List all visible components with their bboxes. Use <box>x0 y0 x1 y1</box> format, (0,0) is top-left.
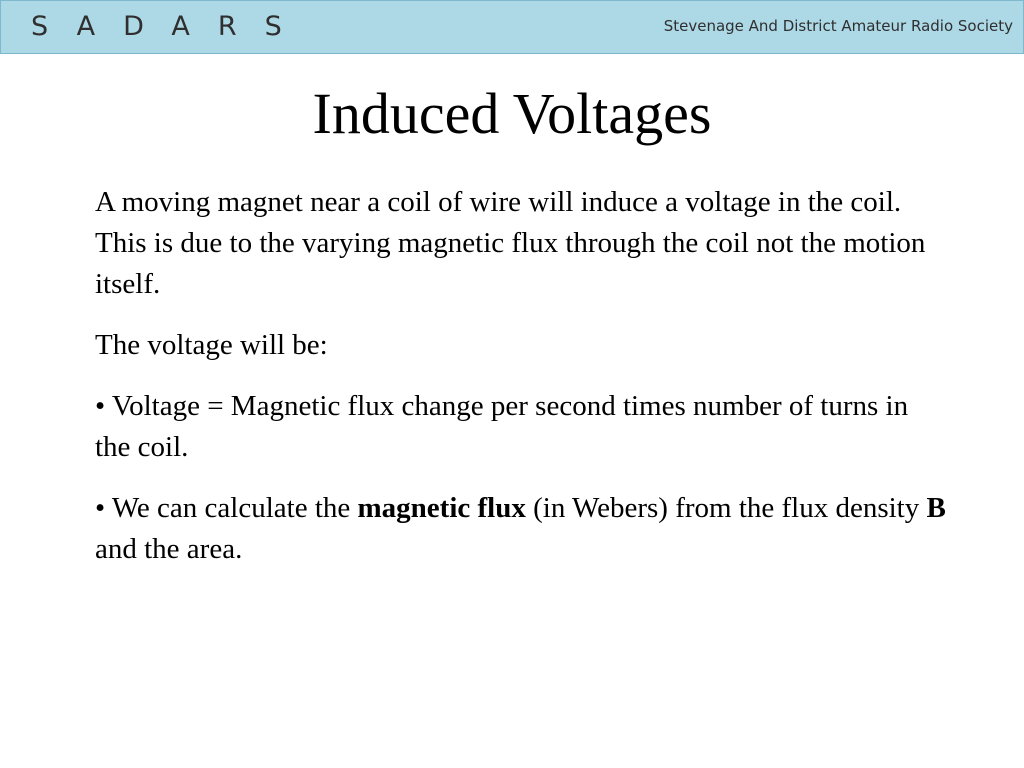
bullet-voltage-formula: • Voltage = Magnetic flux change per second times number of turns in the coil. <box>95 390 909 463</box>
header-bar <box>0 0 1024 54</box>
bullet2-post: and the area. <box>95 533 243 565</box>
slide-title: Induced Voltages <box>312 81 712 146</box>
brand-logo-text: SADARS <box>31 11 310 42</box>
paragraph-intro: A moving magnet near a coil of wire will induce a voltage in the coil. This is due to the varying magnetic flux through the coil not the motion itself. <box>95 186 926 300</box>
bold-magnetic-flux: magnetic flux <box>357 492 526 524</box>
bold-b: B <box>926 492 946 524</box>
paragraph-voltage-lead: The voltage will be: <box>95 329 328 361</box>
bullet2-mid: (in Webers) from the flux density <box>525 492 927 524</box>
slide-body <box>95 182 950 590</box>
society-name: Stevenage And District Amateur Radio Society <box>663 17 1013 35</box>
bullet-magnetic-flux <box>95 488 950 570</box>
bullet2-pre: • We can calculate the <box>95 492 358 524</box>
